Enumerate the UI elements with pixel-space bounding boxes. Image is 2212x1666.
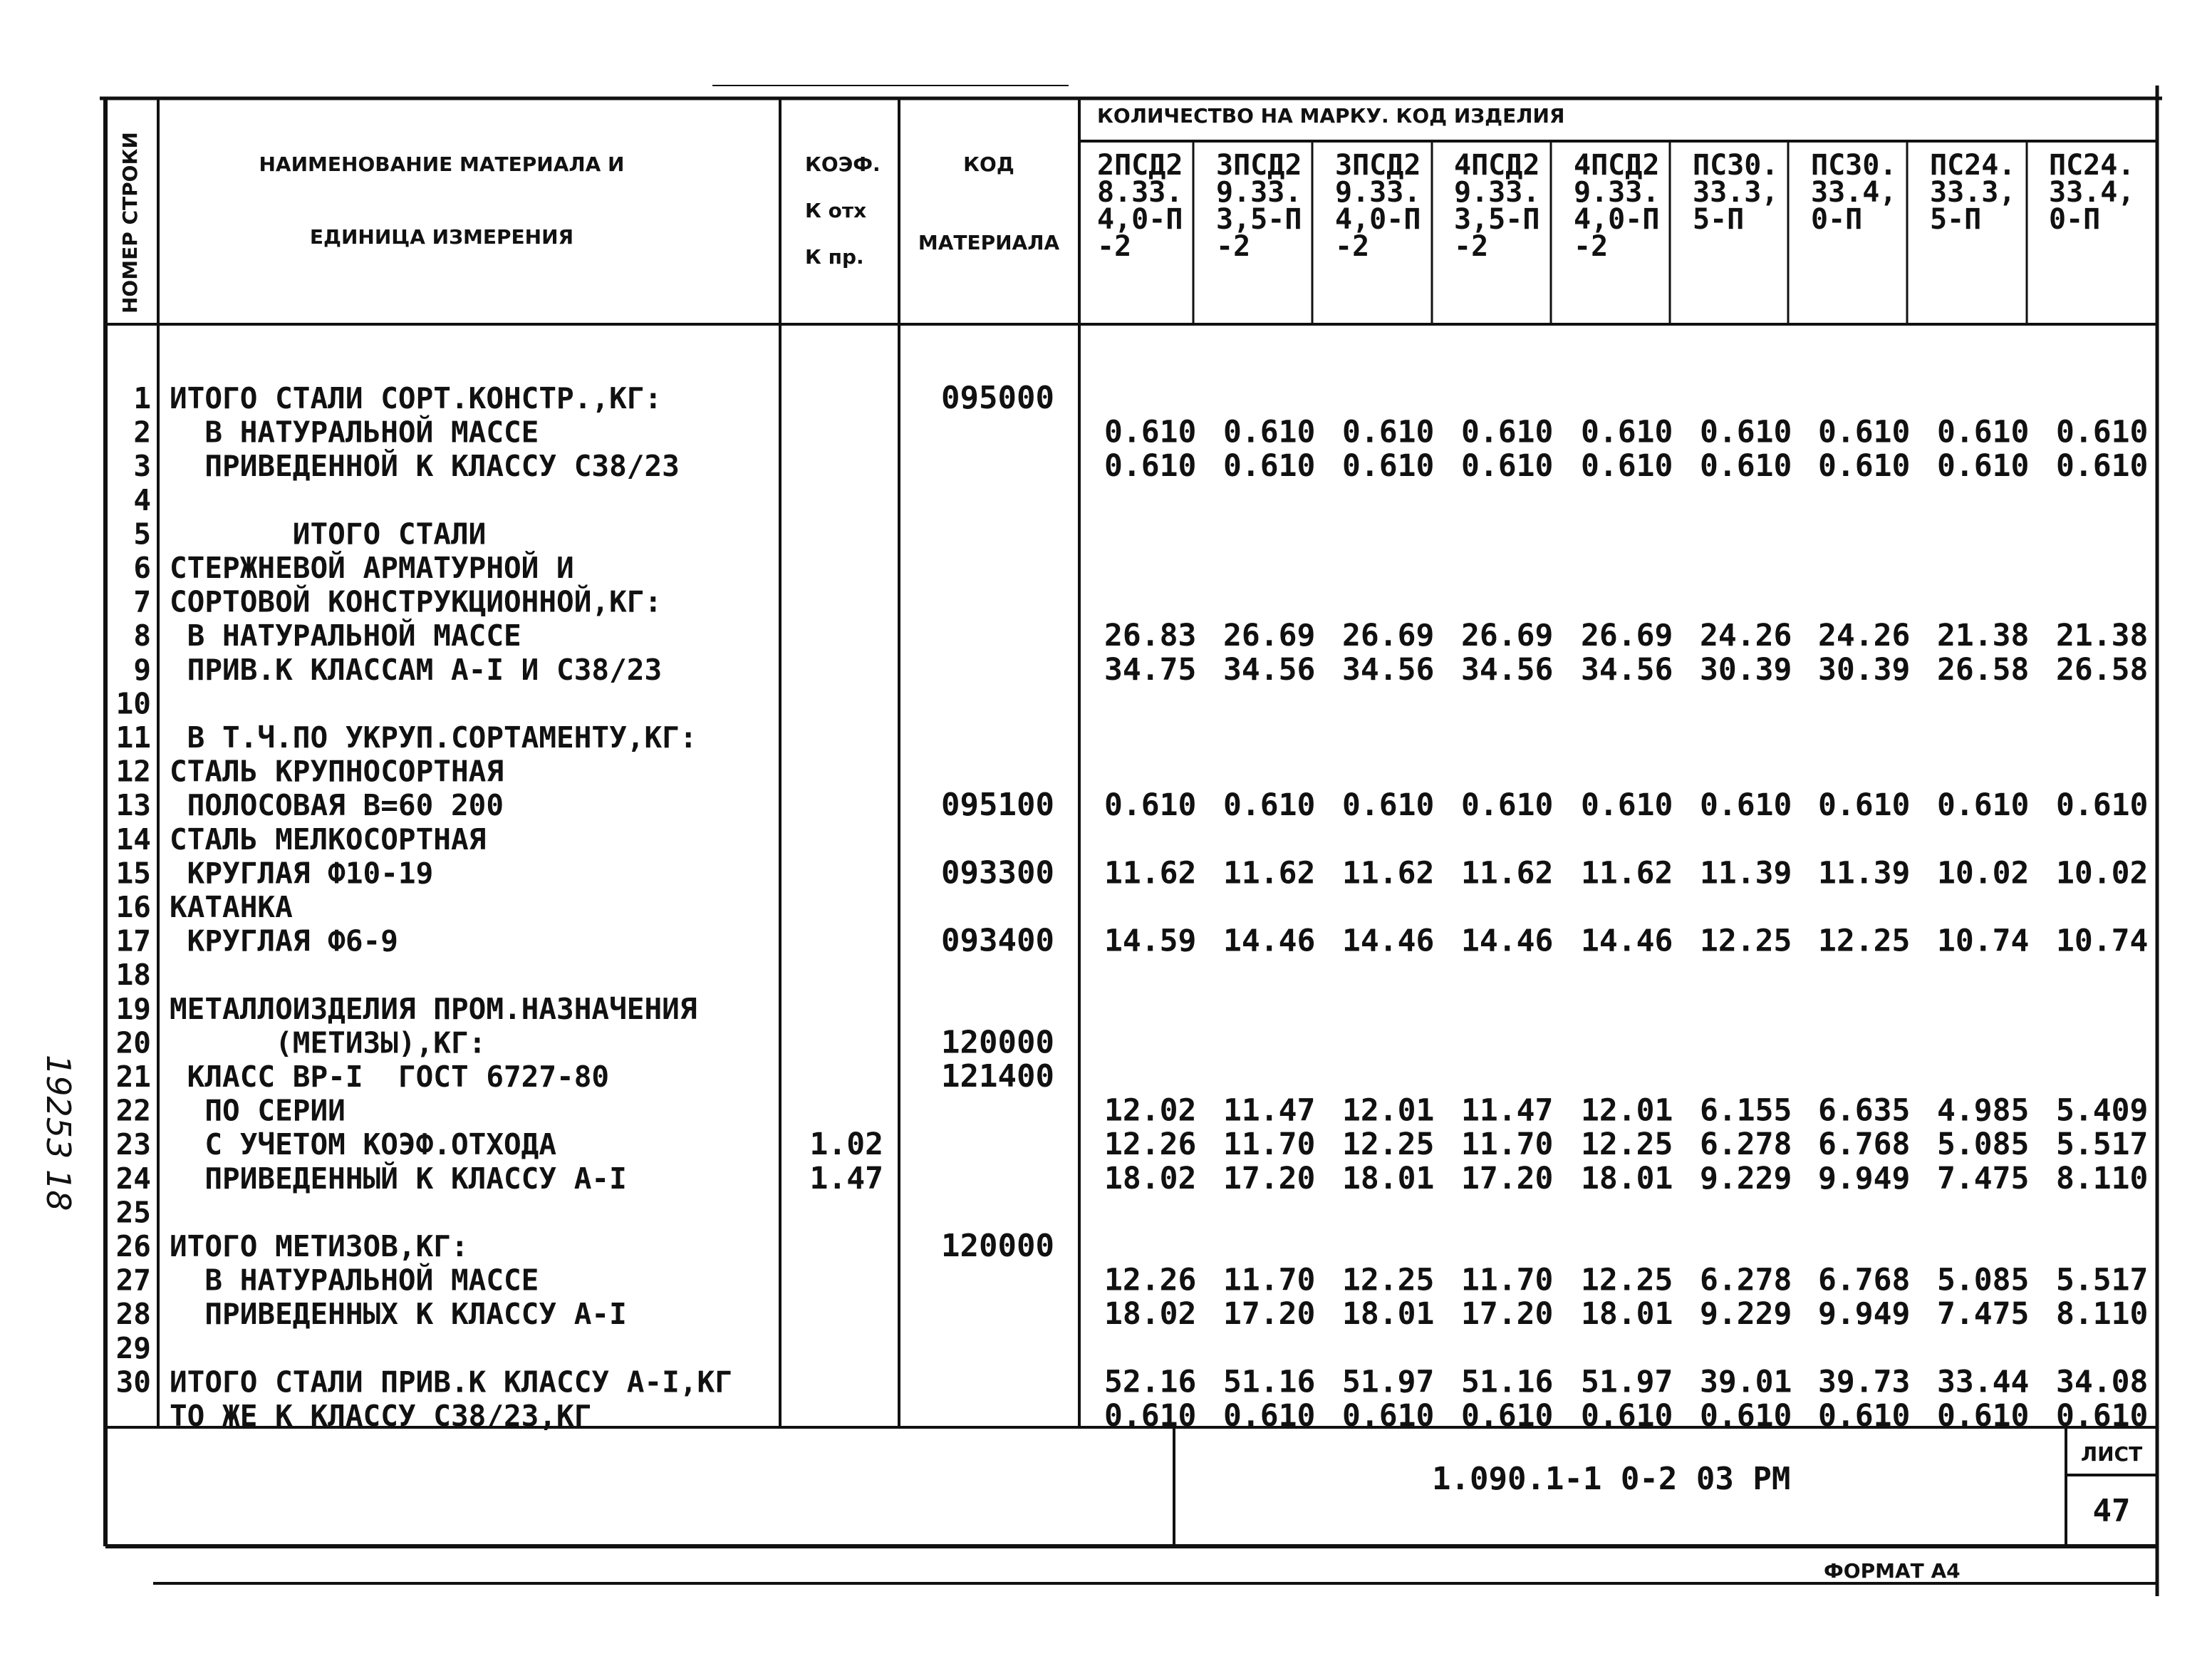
quantity-value: 11.70 xyxy=(1461,1127,1554,1163)
table-row xyxy=(116,720,697,755)
quantity-value: 11.70 xyxy=(1223,1127,1316,1163)
quantity-value: 0.610 xyxy=(2056,448,2149,485)
quantity-value: 0.610 xyxy=(1461,1398,1554,1434)
product-code-header-line: 4ПСД2 xyxy=(1574,149,1660,182)
quantity-value: 51.97 xyxy=(1581,1364,1673,1400)
material-name: В НАТУРАЛЬНОЙ МАССЕ xyxy=(170,619,521,653)
table-row xyxy=(116,1195,151,1229)
table-row xyxy=(116,923,2149,959)
quantity-value: 11.62 xyxy=(1342,855,1435,891)
table-row xyxy=(116,1296,2149,1332)
product-code-header-line: 4ПСД2 xyxy=(1454,149,1540,182)
coefficient: 1.02 xyxy=(809,1127,883,1163)
quantity-value: 11.47 xyxy=(1461,1092,1554,1129)
product-code-header-line: 8.33. xyxy=(1097,176,1183,209)
quantity-value: 0.610 xyxy=(1461,448,1554,485)
title-block xyxy=(1432,1442,2142,1583)
table-row xyxy=(133,380,1054,416)
product-code-header-line: 33.3, xyxy=(1693,176,1779,209)
material-code: 093400 xyxy=(941,922,1054,959)
quantity-value: 26.69 xyxy=(1461,618,1554,654)
quantity-value: 0.610 xyxy=(1104,414,1197,450)
quantity-value: 6.635 xyxy=(1818,1092,1911,1129)
table-row xyxy=(116,890,293,924)
quantity-value: 18.02 xyxy=(1104,1160,1197,1196)
quantity-value: 12.25 xyxy=(1818,923,1911,959)
row-number: 4 xyxy=(133,482,151,517)
quantity-value: 26.69 xyxy=(1223,618,1316,654)
quantity-value: 8.110 xyxy=(2056,1296,2149,1333)
quantity-value: 0.610 xyxy=(1461,787,1554,824)
row-number: 12 xyxy=(115,754,151,789)
table-row xyxy=(116,755,504,789)
quantity-value: 0.610 xyxy=(1581,787,1673,824)
material-header-line2: ЕДИНИЦА ИЗМЕРЕНИЯ xyxy=(309,225,574,249)
row-number: 9 xyxy=(133,652,151,687)
quantity-value: 14.59 xyxy=(1104,923,1197,959)
quantity-value: 51.16 xyxy=(1223,1364,1316,1400)
quantity-value: 39.01 xyxy=(1700,1364,1792,1400)
quantity-value: 52.16 xyxy=(1104,1364,1197,1400)
quantity-header: КОЛИЧЕСТВО НА МАРКУ. КОД ИЗДЕЛИЯ xyxy=(1097,104,1565,128)
quantity-value: 0.610 xyxy=(1223,787,1316,824)
document-code: 1.090.1-1 0-2 03 РМ xyxy=(1432,1461,1791,1497)
table-row xyxy=(116,1331,151,1365)
material-name: МЕТАЛЛОИЗДЕЛИЯ ПРОМ.НАЗНАЧЕНИЯ xyxy=(170,991,697,1026)
product-code-header-line: 9.33. xyxy=(1574,176,1660,209)
material-code: 095100 xyxy=(941,787,1054,824)
quantity-value: 12.25 xyxy=(1342,1127,1435,1163)
quantity-value: 6.278 xyxy=(1700,1127,1792,1163)
quantity-value: 0.610 xyxy=(1700,448,1792,485)
quantity-value: 18.01 xyxy=(1581,1296,1673,1333)
material-name: ТО ЖЕ К КЛАССУ С38/23,КГ xyxy=(170,1399,592,1433)
quantity-value: 6.768 xyxy=(1818,1127,1911,1163)
table-row xyxy=(116,686,151,720)
quantity-value: 18.01 xyxy=(1342,1296,1435,1333)
product-code-header-line: 33.4, xyxy=(2049,176,2135,209)
quantity-value: 5.409 xyxy=(2056,1092,2149,1129)
product-code-header-line: -2 xyxy=(1574,230,1609,263)
row-number: 25 xyxy=(115,1195,151,1230)
row-number: 1 xyxy=(133,381,151,415)
quantity-value: 11.62 xyxy=(1104,855,1197,891)
quantity-value: 26.69 xyxy=(1342,618,1435,654)
row-number: 10 xyxy=(115,686,151,721)
quantity-value: 0.610 xyxy=(1342,1398,1435,1434)
quantity-value: 12.01 xyxy=(1581,1092,1673,1129)
product-code-headers xyxy=(1097,149,2134,263)
material-name: КРУГЛАЯ Ф10-19 xyxy=(170,856,434,891)
table-row xyxy=(133,652,2148,688)
quantity-value: 5.517 xyxy=(2056,1262,2149,1298)
product-code-header-line: 9.33. xyxy=(1335,176,1421,209)
table-row xyxy=(133,517,486,551)
product-code-header-line: 3ПСД2 xyxy=(1335,149,1421,182)
quantity-value: 0.610 xyxy=(1937,448,2030,485)
quantity-value: 26.58 xyxy=(1937,651,2030,688)
quantity-value: 11.62 xyxy=(1223,855,1316,891)
product-code-header-line: 3,5-П xyxy=(1454,203,1540,236)
quantity-value: 0.610 xyxy=(1461,414,1554,450)
row-number: 2 xyxy=(133,415,151,450)
row-number: 20 xyxy=(115,1025,151,1060)
quantity-value: 0.610 xyxy=(1700,414,1792,450)
row-number: 19 xyxy=(115,991,151,1026)
material-code: 121400 xyxy=(941,1058,1054,1095)
product-code-header-line: 5-П xyxy=(1930,203,1982,236)
product-code-header-line: 9.33. xyxy=(1216,176,1302,209)
product-code-header-line: 0-П xyxy=(2049,203,2101,236)
product-code-header-line: 3ПСД2 xyxy=(1216,149,1302,182)
quantity-value: 8.110 xyxy=(2056,1160,2149,1196)
row-number: 30 xyxy=(115,1365,151,1399)
material-name: ПРИВЕДЕННОЙ К КЛАССУ С38/23 xyxy=(170,449,680,484)
quantity-value: 6.278 xyxy=(1700,1262,1792,1298)
quantity-value: 18.01 xyxy=(1342,1160,1435,1196)
material-name: ПРИВЕДЕННЫХ К КЛАССУ А-I xyxy=(170,1297,627,1332)
quantity-value: 30.39 xyxy=(1818,651,1911,688)
product-code-header-line: -2 xyxy=(1216,230,1251,263)
row-number: 5 xyxy=(133,517,151,552)
quantity-value: 21.38 xyxy=(1937,618,2030,654)
product-code-header-line: 5-П xyxy=(1693,203,1745,236)
material-name: В НАТУРАЛЬНОЙ МАССЕ xyxy=(170,1263,539,1298)
quantity-value: 11.47 xyxy=(1223,1092,1316,1129)
table-row xyxy=(133,618,2148,653)
row-number: 13 xyxy=(115,788,151,823)
quantity-value: 0.610 xyxy=(1700,1398,1792,1434)
quantity-value: 34.56 xyxy=(1581,651,1673,688)
material-name: ИТОГО МЕТИЗОВ,КГ: xyxy=(170,1229,469,1263)
quantity-value: 10.74 xyxy=(2056,923,2149,959)
table-row xyxy=(116,1058,1054,1095)
row-number: 6 xyxy=(133,551,151,585)
table-row xyxy=(116,1127,2149,1162)
row-number: 7 xyxy=(133,584,151,619)
table-row xyxy=(170,1398,2148,1434)
material-name: СТАЛЬ КРУПНОСОРТНАЯ xyxy=(170,754,504,789)
quantity-value: 18.02 xyxy=(1104,1296,1197,1333)
table-row xyxy=(133,448,2148,484)
quantity-value: 0.610 xyxy=(2056,787,2149,824)
material-name: ПРИВ.К КЛАССАМ А-I И С38/23 xyxy=(170,652,663,687)
material-name: КЛАСС ВР-I ГОСТ 6727-80 xyxy=(170,1060,610,1094)
quantity-value: 11.39 xyxy=(1700,855,1792,891)
quantity-value: 12.25 xyxy=(1342,1262,1435,1298)
table-row xyxy=(116,822,487,857)
quantity-value: 11.62 xyxy=(1461,855,1554,891)
quantity-value: 0.610 xyxy=(1818,414,1911,450)
product-code-header-line: 4,0-П xyxy=(1574,203,1660,236)
quantity-value: 30.39 xyxy=(1700,651,1792,688)
row-number: 23 xyxy=(115,1127,151,1162)
product-code-header-line: ПС30. xyxy=(1693,149,1779,182)
table-row xyxy=(133,415,2148,450)
quantity-value: 0.610 xyxy=(1104,1398,1197,1434)
material-name: ИТОГО СТАЛИ xyxy=(170,517,487,552)
row-number: 18 xyxy=(115,958,151,993)
material-name: ПРИВЕДЕННЫЙ К КЛАССУ А-I xyxy=(170,1161,627,1196)
quantity-value: 34.75 xyxy=(1104,651,1197,688)
quantity-value: 0.610 xyxy=(1104,448,1197,485)
sheet-label: ЛИСТ xyxy=(2080,1442,2143,1466)
quantity-value: 18.01 xyxy=(1581,1160,1673,1196)
quantity-value: 12.26 xyxy=(1104,1127,1197,1163)
quantity-value: 7.475 xyxy=(1937,1160,2030,1196)
material-name: ИТОГО СТАЛИ СОРТ.КОНСТР.,КГ: xyxy=(170,381,663,415)
row-number: 16 xyxy=(115,890,151,924)
quantity-value: 12.25 xyxy=(1700,923,1792,959)
material-code: 095000 xyxy=(941,380,1054,416)
material-name: ИТОГО СТАЛИ ПРИВ.К КЛАССУ А-I,КГ xyxy=(170,1365,732,1399)
table-row xyxy=(116,1263,2149,1298)
material-code: 120000 xyxy=(941,1228,1054,1264)
table-header xyxy=(118,104,2134,314)
table-row xyxy=(116,992,697,1026)
quantity-value: 0.610 xyxy=(2056,414,2149,450)
product-code-header-line: ПС30. xyxy=(1811,149,1897,182)
row-number: 26 xyxy=(115,1229,151,1263)
quantity-value: 0.610 xyxy=(1937,414,2030,450)
quantity-value: 17.20 xyxy=(1461,1160,1554,1196)
quantity-value: 12.26 xyxy=(1104,1262,1197,1298)
material-name: В Т.Ч.ПО УКРУП.СОРТАМЕНТУ,КГ: xyxy=(170,720,697,755)
material-name: СТАЛЬ МЕЛКОСОРТНАЯ xyxy=(170,822,487,857)
table-body xyxy=(116,380,2149,1434)
quantity-value: 17.20 xyxy=(1223,1296,1316,1333)
format-label: ФОРМАТ А4 xyxy=(1824,1559,1961,1583)
quantity-value: 14.46 xyxy=(1581,923,1673,959)
coef-header-line1: КОЭФ. xyxy=(805,152,881,176)
row-number: 8 xyxy=(133,619,151,653)
quantity-value: 17.20 xyxy=(1223,1160,1316,1196)
table-row xyxy=(116,1228,1054,1264)
product-code-header-line: 4,0-П xyxy=(1335,203,1421,236)
quantity-value: 0.610 xyxy=(1342,448,1435,485)
row-number: 29 xyxy=(115,1330,151,1365)
quantity-value: 6.768 xyxy=(1818,1262,1911,1298)
quantity-value: 5.085 xyxy=(1937,1127,2030,1163)
quantity-value: 0.610 xyxy=(1223,1398,1316,1434)
material-header-line1: НАИМЕНОВАНИЕ МАТЕРИАЛА И xyxy=(259,152,625,176)
quantity-value: 34.56 xyxy=(1461,651,1554,688)
row-number: 28 xyxy=(115,1297,151,1332)
table-row xyxy=(133,585,662,619)
quantity-value: 0.610 xyxy=(1937,1398,2030,1434)
quantity-value: 51.97 xyxy=(1342,1364,1435,1400)
row-number: 3 xyxy=(133,449,151,484)
product-code-header-line: 33.4, xyxy=(1811,176,1897,209)
quantity-value: 14.46 xyxy=(1342,923,1435,959)
table-row xyxy=(116,1093,2149,1129)
product-code-header-line: ПС24. xyxy=(2049,149,2135,182)
row-number-header: НОМЕР СТРОКИ xyxy=(118,132,142,314)
quantity-value: 12.25 xyxy=(1581,1262,1673,1298)
product-code-header-line: 4,0-П xyxy=(1097,203,1183,236)
table-row xyxy=(116,787,2149,823)
material-name: ПО СЕРИИ xyxy=(170,1093,346,1128)
table-row xyxy=(133,483,151,517)
material-name: (МЕТИЗЫ),КГ: xyxy=(170,1025,487,1060)
row-number: 11 xyxy=(115,720,151,755)
table-row xyxy=(116,958,151,992)
material-name: С УЧЕТОМ КОЭФ.ОТХОДА xyxy=(170,1127,557,1162)
product-code-header-line: ПС24. xyxy=(1930,149,2016,182)
quantity-value: 24.26 xyxy=(1818,618,1911,654)
row-number: 24 xyxy=(115,1161,151,1196)
product-code-header-line: 3,5-П xyxy=(1216,203,1302,236)
quantity-value: 5.517 xyxy=(2056,1127,2149,1163)
quantity-value: 0.610 xyxy=(1342,414,1435,450)
quantity-value: 14.46 xyxy=(1461,923,1554,959)
quantity-value: 33.44 xyxy=(1937,1364,2030,1400)
quantity-value: 0.610 xyxy=(1581,448,1673,485)
material-name: КРУГЛАЯ Ф6-9 xyxy=(170,923,398,958)
product-code-header-line: 2ПСД2 xyxy=(1097,149,1183,182)
quantity-value: 11.62 xyxy=(1581,855,1673,891)
row-number: 15 xyxy=(115,856,151,891)
quantity-value: 9.229 xyxy=(1700,1160,1792,1196)
material-code: 120000 xyxy=(941,1024,1054,1061)
quantity-value: 4.985 xyxy=(1937,1092,2030,1129)
quantity-value: 9.229 xyxy=(1700,1296,1792,1333)
quantity-value: 12.01 xyxy=(1342,1092,1435,1129)
quantity-value: 14.46 xyxy=(1223,923,1316,959)
quantity-value: 11.70 xyxy=(1223,1262,1316,1298)
table-row xyxy=(116,1364,2149,1399)
material-name: КАТАНКА xyxy=(170,890,293,924)
quantity-value: 0.610 xyxy=(1818,448,1911,485)
quantity-value: 0.610 xyxy=(1104,787,1197,824)
quantity-value: 12.25 xyxy=(1581,1127,1673,1163)
row-number: 17 xyxy=(115,923,151,958)
quantity-value: 26.83 xyxy=(1104,618,1197,654)
quantity-value: 0.610 xyxy=(1937,787,2030,824)
material-name: В НАТУРАЛЬНОЙ МАССЕ xyxy=(170,415,539,450)
quantity-value: 24.26 xyxy=(1700,618,1792,654)
material-name: СОРТОВОЙ КОНСТРУКЦИОННОЙ,КГ: xyxy=(170,584,663,619)
sheet-number: 47 xyxy=(2092,1493,2131,1529)
quantity-value: 0.610 xyxy=(1223,448,1316,485)
quantity-value: 7.475 xyxy=(1937,1296,2030,1333)
quantity-value: 0.610 xyxy=(1818,787,1911,824)
quantity-value: 0.610 xyxy=(1581,1398,1673,1434)
coefficient: 1.47 xyxy=(809,1160,883,1196)
quantity-value: 21.38 xyxy=(2056,618,2149,654)
quantity-value: 9.949 xyxy=(1818,1296,1911,1333)
quantity-value: 26.58 xyxy=(2056,651,2149,688)
quantity-value: 39.73 xyxy=(1818,1364,1911,1400)
quantity-value: 34.56 xyxy=(1342,651,1435,688)
material-name: СТЕРЖНЕВОЙ АРМАТУРНОЙ И xyxy=(170,551,574,585)
quantity-value: 51.16 xyxy=(1461,1364,1554,1400)
material-code: 093300 xyxy=(941,854,1054,891)
row-number: 21 xyxy=(115,1060,151,1094)
quantity-value: 34.56 xyxy=(1223,651,1316,688)
quantity-value: 10.74 xyxy=(1937,923,2030,959)
product-code-header-line: -2 xyxy=(1335,230,1370,263)
row-number: 14 xyxy=(115,822,151,857)
quantity-value: 9.949 xyxy=(1818,1160,1911,1196)
row-number: 22 xyxy=(115,1093,151,1128)
product-code-header-line: 0-П xyxy=(1811,203,1863,236)
product-code-header-line: 9.33. xyxy=(1454,176,1540,209)
quantity-value: 11.70 xyxy=(1461,1262,1554,1298)
quantity-value: 26.69 xyxy=(1581,618,1673,654)
quantity-value: 5.085 xyxy=(1937,1262,2030,1298)
quantity-value: 10.02 xyxy=(1937,855,2030,891)
quantity-value: 0.610 xyxy=(1700,787,1792,824)
table-row xyxy=(116,854,2149,891)
quantity-value: 0.610 xyxy=(1818,1398,1911,1434)
product-code-header-line: 33.3, xyxy=(1930,176,2016,209)
quantity-value: 0.610 xyxy=(1581,414,1673,450)
product-code-header-line: -2 xyxy=(1454,230,1489,263)
product-code-header-line: -2 xyxy=(1097,230,1132,263)
quantity-value: 10.02 xyxy=(2056,855,2149,891)
quantity-value: 11.39 xyxy=(1818,855,1911,891)
material-name: ПОЛОСОВАЯ В=60 200 xyxy=(170,788,504,823)
coef-header-line2: К отх xyxy=(805,199,867,222)
row-number: 27 xyxy=(115,1263,151,1298)
quantity-value: 34.08 xyxy=(2056,1364,2149,1400)
quantity-value: 12.02 xyxy=(1104,1092,1197,1129)
table-row xyxy=(133,551,573,585)
table-row xyxy=(116,1024,1054,1060)
quantity-value: 6.155 xyxy=(1700,1092,1792,1129)
code-header-line1: КОД xyxy=(963,152,1014,176)
code-header-line2: МАТЕРИАЛА xyxy=(918,231,1060,254)
quantity-value: 0.610 xyxy=(1223,414,1316,450)
quantity-value: 17.20 xyxy=(1461,1296,1554,1333)
quantity-value: 0.610 xyxy=(1342,787,1435,824)
table-row xyxy=(116,1161,2149,1196)
side-note: 19253 18 xyxy=(39,1055,78,1211)
coef-header-line3: К пр. xyxy=(805,245,864,269)
quantity-value: 0.610 xyxy=(2056,1398,2149,1434)
